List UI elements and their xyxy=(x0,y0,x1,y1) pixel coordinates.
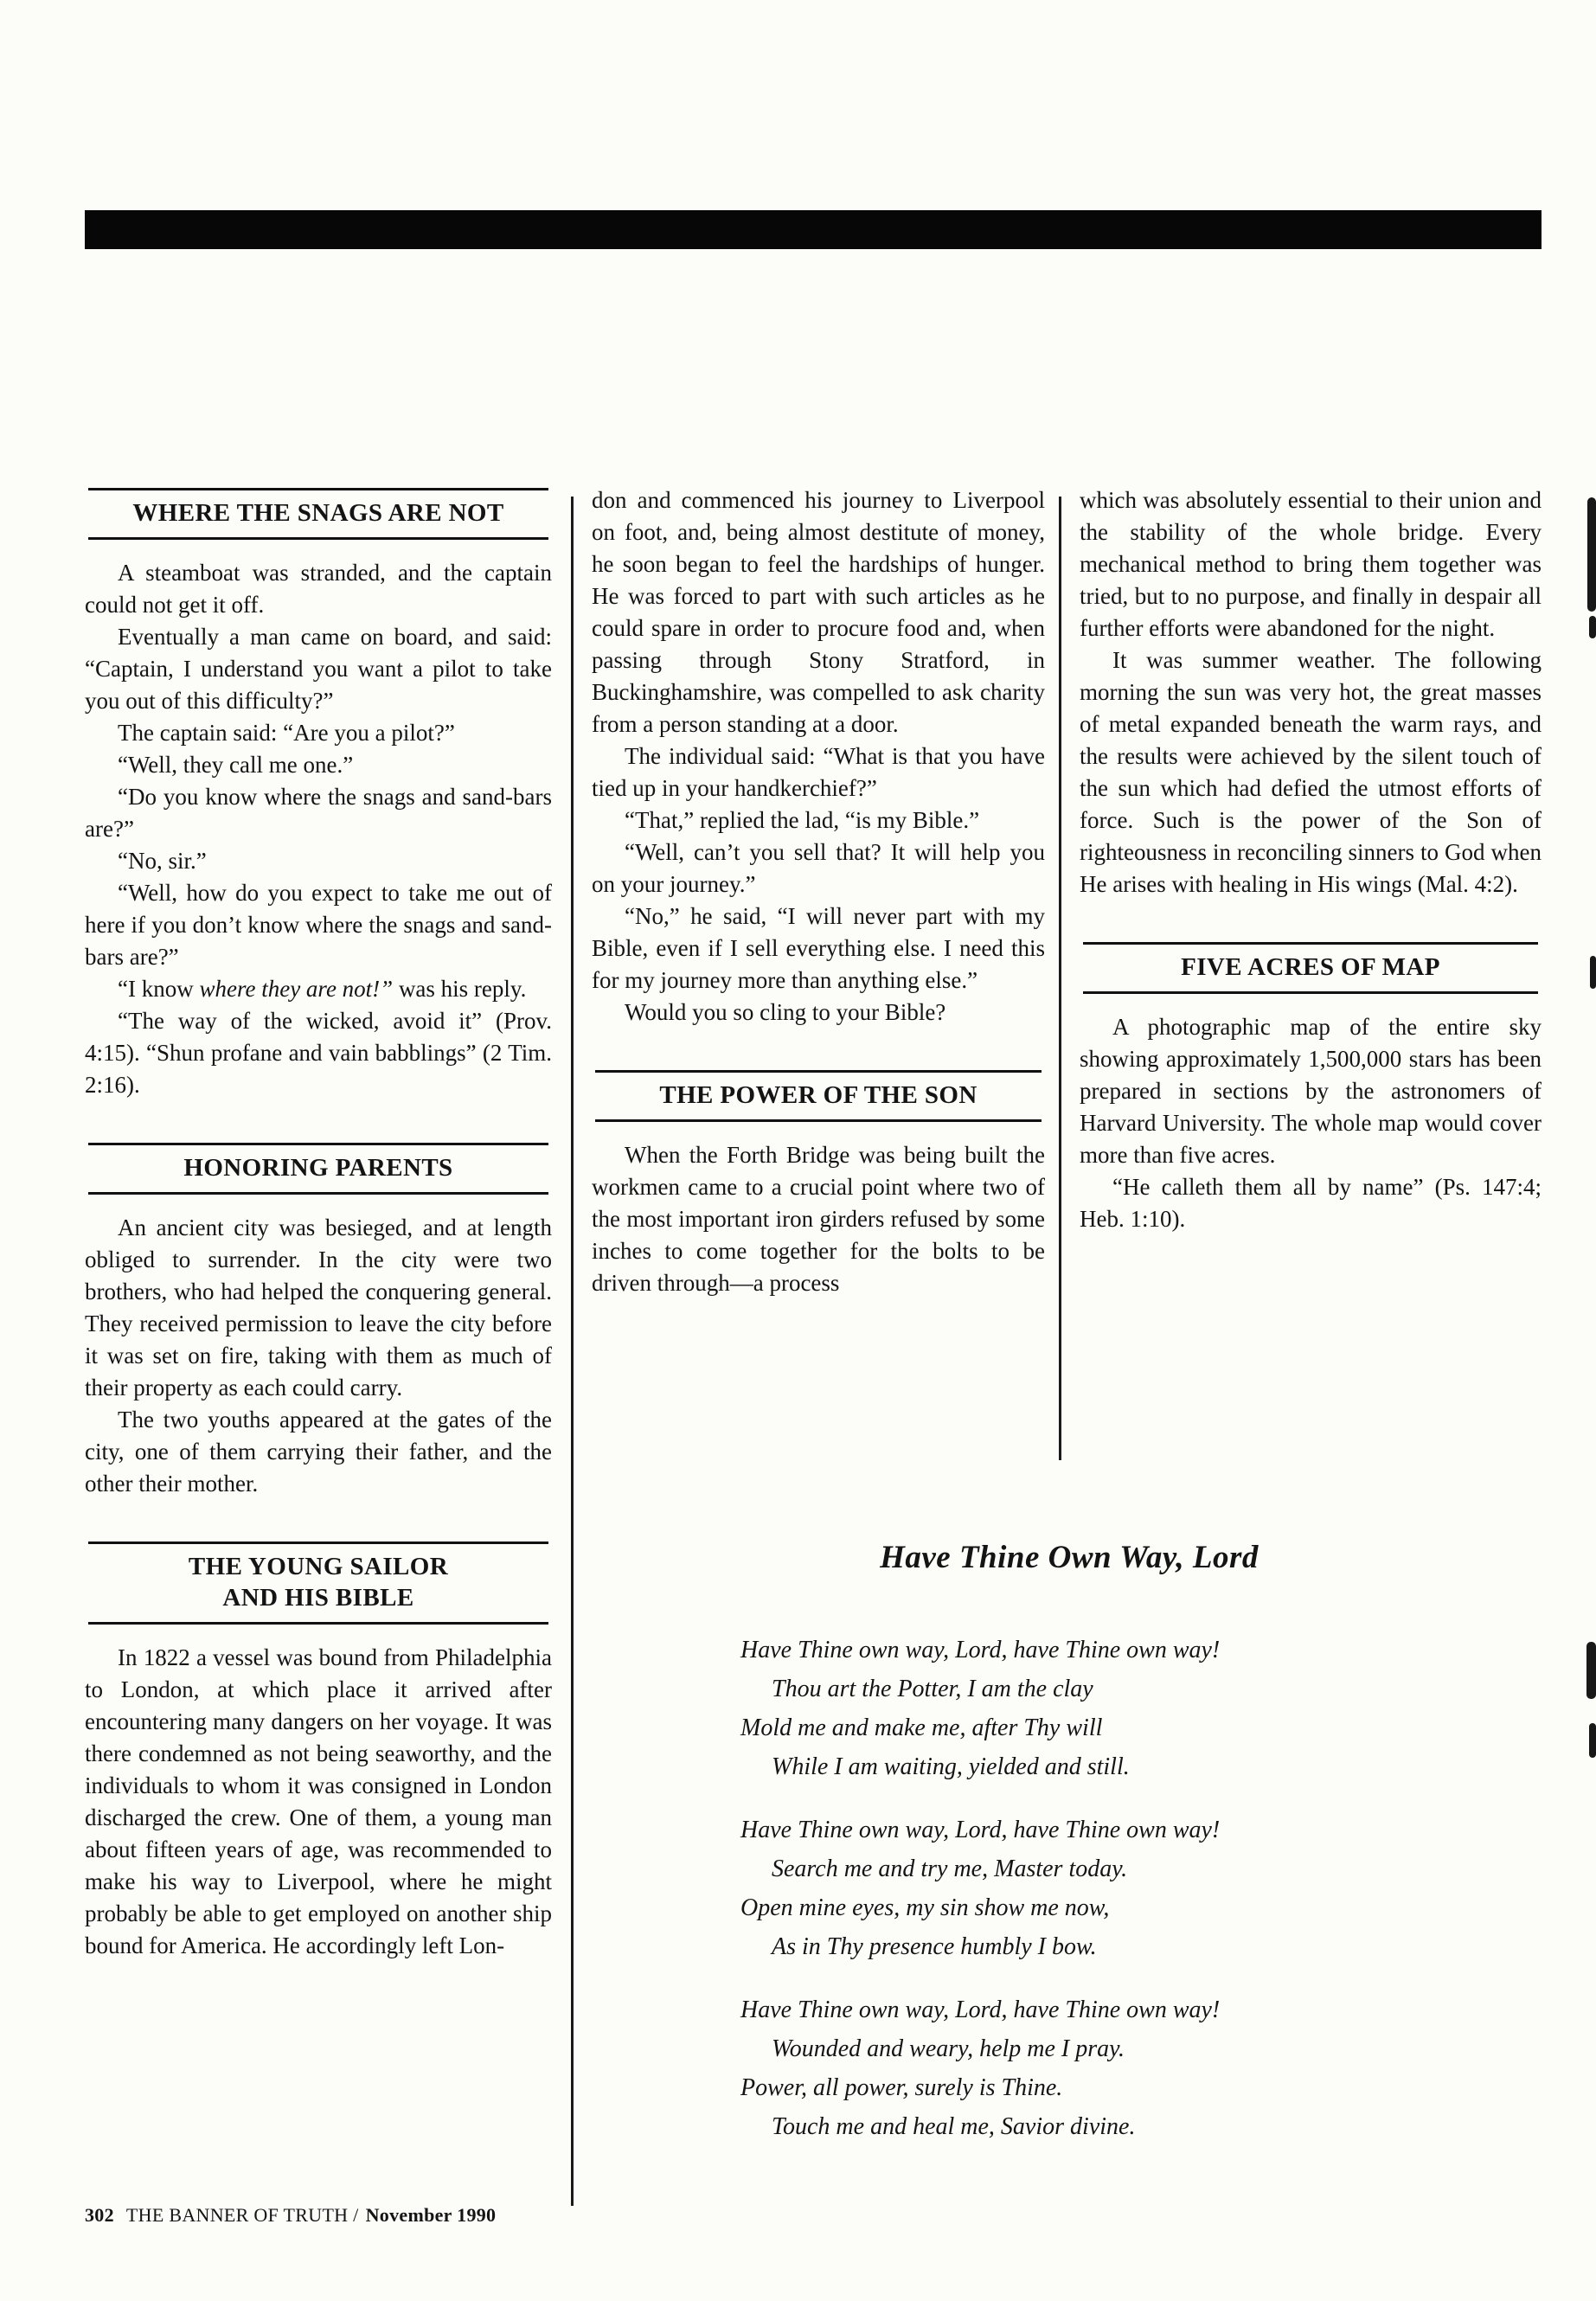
section-heading xyxy=(1083,942,1538,994)
section-heading xyxy=(595,1070,1042,1122)
section-heading-text: WHERE THE SNAGS ARE NOT xyxy=(132,499,504,527)
section-heading xyxy=(88,488,548,540)
issue-date: November 1990 xyxy=(365,2204,497,2226)
magazine-title: THE BANNER OF TRUTH / xyxy=(125,2204,359,2226)
paragraph: “He calleth them all by name” (Ps. 147:4; Heb. 1:10). xyxy=(1080,1174,1542,1232)
header-rule-bar xyxy=(85,210,1542,249)
section-heading xyxy=(88,1143,548,1195)
paragraph: The individual said: “What is that you have tied up in your handkerchief?” xyxy=(592,743,1045,801)
column-divider-1 xyxy=(571,497,574,2206)
paragraph: Eventually a man came on board, and said: “Captain, I understand you want a pilot to take you out of this difficulty?” xyxy=(85,624,552,714)
hymn-line: Thou art the Potter, I am the clay xyxy=(772,1676,1093,1702)
paragraph: “No, sir.” xyxy=(118,848,207,874)
hymn-line: Touch me and heal me, Savior divine. xyxy=(772,2113,1136,2140)
hymn-line: Mold me and make me, after Thy will xyxy=(740,1715,1103,1741)
paragraph: “That,” replied the lad, “is my Bible.” xyxy=(625,807,980,833)
hymn-line: Have Thine own way, Lord, have Thine own way! xyxy=(740,1637,1221,1663)
page-footer xyxy=(85,2204,496,2227)
hymn-line: While I am waiting, yielded and still. xyxy=(772,1753,1130,1780)
section-heading-text: HONORING PARENTS xyxy=(183,1154,453,1182)
article-young-sailor-and-his-bible xyxy=(85,1541,552,1962)
paragraph: A photographic map of the entire sky showing approximately 1,500,000 stars has been prepared in sections by the astronomers of Harvard University. The whole map would cover more than five acres. xyxy=(1080,1014,1542,1168)
section-heading-text: FIVE ACRES OF MAP xyxy=(1181,953,1440,981)
hymn-line: Have Thine own way, Lord, have Thine own way! xyxy=(740,1997,1221,2023)
scan-artifact xyxy=(1589,616,1596,638)
hymn-title: Have Thine Own Way, Lord xyxy=(880,1540,1259,1575)
section-heading xyxy=(88,1541,548,1625)
hymn-line: Wounded and weary, help me I pray. xyxy=(772,2035,1125,2062)
hymn-line: As in Thy presence humbly I bow. xyxy=(772,1933,1097,1960)
section-heading-text: THE POWER OF THE SON xyxy=(659,1081,977,1109)
hymn-stanza xyxy=(740,1811,1398,1966)
hymn-line: Have Thine own way, Lord, have Thine own way! xyxy=(740,1817,1221,1843)
paragraph-text: was his reply. xyxy=(393,976,527,1002)
section-heading-text: THE YOUNG SAILOR xyxy=(188,1553,449,1580)
scan-artifact xyxy=(1590,956,1596,989)
paragraph: The captain said: “Are you a pilot?” xyxy=(118,720,455,746)
column-divider-2 xyxy=(1059,497,1061,1460)
paragraph: “Well, can’t you sell that? It will help you on your journey.” xyxy=(592,839,1045,897)
hymn-line: Open mine eyes, my sin show me now, xyxy=(740,1894,1110,1921)
article-honoring-parents xyxy=(85,1143,552,1500)
paragraph: Would you so cling to your Bible? xyxy=(625,999,946,1025)
paragraph xyxy=(85,973,552,1005)
paragraph: The two youths appeared at the gates of the city, one of them carrying their father, and the other their mother. xyxy=(85,1407,552,1497)
paragraph-text: “I know xyxy=(118,976,200,1002)
hymn-line: Power, all power, surely is Thine. xyxy=(740,2074,1063,2101)
hymn-stanza xyxy=(740,1631,1398,1786)
paragraph: It was summer weather. The following morning the sun was very hot, the great masses of metal expanded beneath the warm rays, and the results were achieved by the silent touch of the sun which had defied the utmost efforts of force. Such is the power of the Son of righteousness in reconciling sinners to God when He arises with healing in His wings (Mal. 4:2). xyxy=(1080,647,1542,897)
scan-artifact xyxy=(1586,1642,1596,1699)
paragraph: don and commenced his journey to Liverpool on foot, and, being almost destitute of money, he soon began to feel the hardships of hunger. He was forced to part with such articles as he could spare in order to procure food and, when passing through Stony Stratford, in Buckinghamshire, was compelled to ask charity from a person standing at a door. xyxy=(592,487,1045,737)
paragraph: “Do you know where the snags and sand-bars are?” xyxy=(85,784,552,842)
page-number: 302 xyxy=(85,2204,114,2226)
scan-artifact xyxy=(1587,497,1596,612)
paragraph: “Well, they call me one.” xyxy=(118,752,354,778)
column-1 xyxy=(85,484,552,1962)
article-five-acres-of-map xyxy=(1080,942,1542,1235)
column-3 xyxy=(1080,484,1542,1235)
paragraph: “No,” he said, “I will never part with my Bible, even if I sell everything else. I need this for my journey more than anything else.” xyxy=(592,903,1045,993)
paragraph: In 1822 a vessel was bound from Philadelphia to London, at which place it arrived after encountering many dangers on her voyage. It was there condemned as not being seaworthy, and the individuals to whom it was consigned in London discharged the crew. One of them, a young man about fifteen years of age, was recommended to make his way to Liverpool, where he might probably be able to get employed on another ship bound for America. He accordingly left Lon- xyxy=(85,1644,552,1958)
paragraph: A steamboat was stranded, and the captain could not get it off. xyxy=(85,560,552,618)
hymn-section xyxy=(740,1538,1398,2170)
paragraph: “Well, how do you expect to take me out of here if you don’t know where the snags and sand-bars are?” xyxy=(85,880,552,970)
column-2 xyxy=(592,484,1045,1299)
hymn-line: Search me and try me, Master today. xyxy=(772,1856,1128,1882)
scan-artifact xyxy=(1589,1723,1596,1758)
article-power-of-the-son xyxy=(592,1070,1045,1299)
paragraph: which was absolutely essential to their union and the stability of the whole bridge. Every mechanical method to bring them together was tried, but to no purpose, and finally in despair all further efforts were abandoned for the night. xyxy=(1080,487,1542,641)
article-where-the-snags-are-not xyxy=(85,488,552,1101)
paragraph: “The way of the wicked, avoid it” (Prov. 4:15). “Shun profane and vain babblings” (2 Tim. 2:16). xyxy=(85,1008,552,1098)
hymn-stanza xyxy=(740,1990,1398,2146)
section-heading-text: AND HIS BIBLE xyxy=(222,1584,414,1612)
paragraph-emphasis: where they are not!” xyxy=(199,976,394,1002)
paragraph: An ancient city was besieged, and at length obliged to surrender. In the city were two brothers, who had helped the conquering general. They received permission to leave the city before it was set on fire, taking with them as much of their property as each could carry. xyxy=(85,1215,552,1400)
paragraph: When the Forth Bridge was being built the workmen came to a crucial point where two of the most important iron girders refused by some inches to come together for the bolts to be driven through—a process xyxy=(592,1142,1045,1296)
